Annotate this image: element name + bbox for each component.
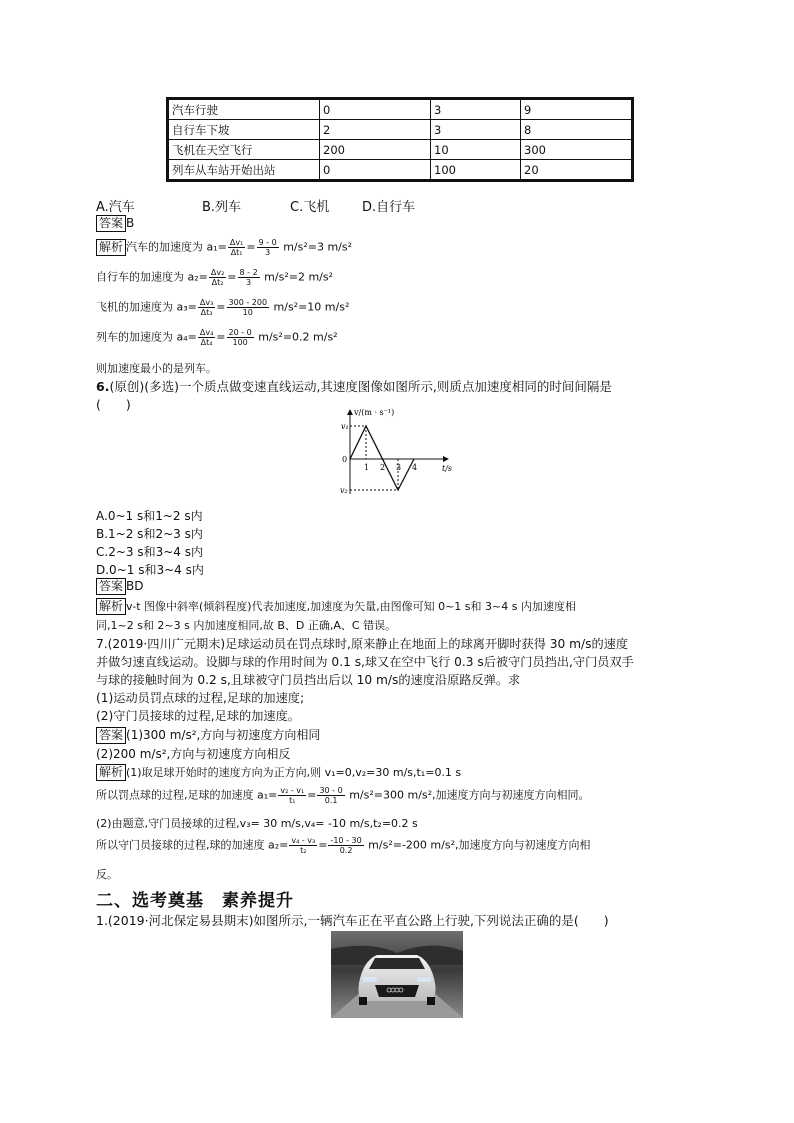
v2-label: v₂ bbox=[340, 486, 348, 495]
table-cell: 自行车下坡 bbox=[168, 120, 320, 140]
text: 所以守门员接球的过程,球的加速度 bbox=[96, 838, 265, 852]
denominator: Δt₃ bbox=[200, 308, 213, 317]
q6-stem bbox=[96, 377, 612, 395]
table-cell: 0 bbox=[320, 160, 431, 181]
denominator: Δt₄ bbox=[200, 338, 213, 347]
answer-value: (1)300 m/s²,方向与初速度方向相同 bbox=[126, 728, 321, 742]
option-d: D.自行车 bbox=[362, 200, 416, 215]
analysis-tag: 解析 bbox=[96, 239, 126, 256]
numerator: 8 - 2 bbox=[239, 268, 258, 277]
question-text: 与球的接触时间为 0.2 s,且球被守门员挡出后以 10 m/s的速度沿原路反弹。求 bbox=[96, 673, 521, 687]
denominator: Δt₂ bbox=[211, 278, 224, 287]
table-cell: 0 bbox=[320, 99, 431, 120]
text: 所以罚点球的过程,足球的加速度 bbox=[96, 788, 254, 802]
table-row bbox=[168, 140, 633, 160]
velocity-line bbox=[350, 426, 414, 490]
origin-label: 0 bbox=[342, 455, 348, 464]
question-part: (1)运动员罚点球的过程,足球的加速度; bbox=[96, 691, 305, 705]
numerator: 20 - 0 bbox=[228, 328, 252, 337]
fraction bbox=[209, 268, 226, 287]
data-table bbox=[166, 97, 634, 182]
fraction bbox=[228, 238, 245, 257]
q7-stem bbox=[96, 635, 634, 725]
result: m/s²=3 m/s² bbox=[283, 240, 353, 254]
table-cell: 200 bbox=[320, 140, 431, 160]
fraction bbox=[257, 238, 279, 257]
fraction bbox=[278, 786, 306, 805]
table-cell: 列车从车站开始出站 bbox=[168, 160, 320, 181]
table-cell: 2 bbox=[320, 120, 431, 140]
option-b: B.列车 bbox=[202, 200, 242, 215]
denominator: 3 bbox=[265, 248, 271, 257]
q7-answer-1 bbox=[96, 726, 320, 744]
option-c: C.2~3 s和3~4 s内 bbox=[96, 545, 203, 559]
table-row bbox=[168, 160, 633, 181]
tick-label: 1 bbox=[364, 463, 370, 472]
text: (1)取足球开始时的速度方向为正方向,则 v₁=0,v₂=30 m/s,t₁=0.1 s bbox=[126, 766, 462, 779]
analysis-tag: 解析 bbox=[96, 764, 126, 781]
denominator: t₂ bbox=[300, 846, 307, 855]
q7-analysis-line-2: 所以罚点球的过程,足球的加速度 a₁= $\frac{\text{v₂ - v₁}}{\text{t₁}}$ = $\frac{30 - 0}{0.1}$ m/s²=300 m/s²,加速度方向与初速度方向相同。 bbox=[96, 786, 590, 805]
analysis-tag: 解析 bbox=[96, 598, 126, 615]
result: m/s²=10 m/s² bbox=[273, 300, 350, 314]
tick-label: 2 bbox=[380, 463, 386, 472]
text: 汽车的加速度为 bbox=[126, 240, 204, 254]
q1-stem: 1.(2019·河北保定易县期末)如图所示,一辆汽车正在平直公路上行驶,下列说法正确的是( ) bbox=[96, 913, 609, 928]
q5-analysis-line-1: 解析 汽车的加速度为 a₁= $\frac{\text{Δv₁}}{\text{Δt₁}}$ = $\frac{9 - 0}{3}$ m/s²=3 m/s² bbox=[96, 238, 352, 257]
numerator: -10 - 30 bbox=[330, 836, 362, 845]
formula-symbol: a₂= bbox=[187, 270, 208, 284]
q6-analysis-line-1 bbox=[96, 598, 576, 615]
fraction bbox=[328, 836, 363, 855]
denominator: t₁ bbox=[289, 796, 296, 805]
q6-options bbox=[96, 507, 204, 579]
denominator: 100 bbox=[232, 338, 248, 347]
y-axis-label: v/(m · s⁻¹) bbox=[354, 408, 395, 417]
result: m/s²=0.2 m/s² bbox=[258, 330, 338, 344]
table-cell: 20 bbox=[521, 160, 633, 181]
numerator: 30 - 0 bbox=[319, 786, 343, 795]
denominator: 0.1 bbox=[324, 796, 338, 805]
v1-label: v₁ bbox=[341, 422, 349, 431]
q7-answer-2: (2)200 m/s²,方向与初速度方向相反 bbox=[96, 747, 291, 761]
tick-label: 4 bbox=[412, 463, 418, 472]
numerator: 300 - 200 bbox=[228, 298, 268, 307]
answer-tag: 答案 bbox=[96, 215, 126, 232]
q6-analysis-line-2: 同,1~2 s和 2~3 s 内加速度相同,故 B、D 正确,A、C 错误。 bbox=[96, 619, 397, 632]
option-b: B.1~2 s和2~3 s内 bbox=[96, 527, 203, 541]
q6-answer bbox=[96, 578, 144, 595]
answer-tag: 答案 bbox=[96, 578, 126, 595]
option-d: D.0~1 s和3~4 s内 bbox=[96, 563, 204, 577]
answer-tag: 答案 bbox=[96, 727, 126, 744]
q5-analysis-line-3: 飞机的加速度为 a₃= $\frac{\text{Δv₃}}{\text{Δt₃}}$ = $\frac{300 - 200}{10}$ m/s²=10 m/s² bbox=[96, 298, 350, 317]
table-cell: 3 bbox=[431, 120, 521, 140]
fraction bbox=[317, 786, 344, 805]
formula-symbol: a₁= bbox=[257, 788, 278, 802]
result: m/s²=300 m/s²,加速度方向与初速度方向相同。 bbox=[349, 788, 590, 802]
fraction bbox=[198, 328, 215, 347]
option-a: A.0~1 s和1~2 s内 bbox=[96, 509, 203, 523]
table-cell: 10 bbox=[431, 140, 521, 160]
question-text: (原创)(多选)一个质点做变速直线运动,其速度图像如图所示,则质点加速度相同的时间间隔是 bbox=[109, 379, 612, 394]
table-cell: 300 bbox=[521, 140, 633, 160]
option-a: A.汽车 bbox=[96, 200, 135, 215]
question-part: (2)守门员接球的过程,足球的加速度。 bbox=[96, 709, 300, 723]
fraction bbox=[198, 298, 215, 317]
velocity-time-graph bbox=[330, 404, 470, 500]
car-photo bbox=[331, 931, 463, 1018]
question-text: 7.(2019·四川广元期末)足球运动员在罚点球时,原来静止在地面上的球离开脚时获得 30 m/s的速度 bbox=[96, 637, 629, 651]
formula-symbol: a₄= bbox=[176, 330, 197, 344]
numerator: Δv₃ bbox=[199, 298, 214, 307]
q5-conclusion: 则加速度最小的是列车。 bbox=[96, 362, 217, 375]
numerator: 9 - 0 bbox=[258, 238, 277, 247]
q7-analysis-line-3: (2)由题意,守门员接球的过程,v₃= 30 m/s,v₄= -10 m/s,t₂=0.2 s bbox=[96, 817, 418, 830]
formula-symbol: a₃= bbox=[176, 300, 197, 314]
denominator: 0.2 bbox=[339, 846, 353, 855]
q7-analysis-line-5: 反。 bbox=[96, 868, 118, 881]
table-row bbox=[168, 99, 633, 120]
fraction bbox=[238, 268, 260, 287]
table-cell: 汽车行驶 bbox=[168, 99, 320, 120]
q7-analysis-line-1 bbox=[96, 764, 461, 781]
answer-value: B bbox=[126, 216, 135, 230]
result: m/s²=-200 m/s²,加速度方向与初速度方向相 bbox=[368, 838, 591, 852]
formula-symbol: a₂= bbox=[268, 838, 289, 852]
q5-options bbox=[96, 196, 416, 215]
numerator: Δv₂ bbox=[210, 268, 225, 277]
option-c: C.飞机 bbox=[290, 200, 330, 215]
denominator: Δt₁ bbox=[230, 248, 243, 257]
formula-symbol: a₁= bbox=[206, 240, 227, 254]
q6-paren: ( ) bbox=[96, 397, 131, 412]
table-cell: 9 bbox=[521, 99, 633, 120]
x-axis-label: t/s bbox=[442, 464, 453, 473]
denominator: 10 bbox=[242, 308, 253, 317]
table-cell: 飞机在天空飞行 bbox=[168, 140, 320, 160]
numerator: Δv₁ bbox=[229, 238, 244, 247]
question-number: 6. bbox=[96, 379, 110, 394]
q5-answer bbox=[96, 215, 134, 232]
question-text: 并做匀速直线运动。设脚与球的作用时间为 0.1 s,球又在空中飞行 0.3 s后被守门员挡出,守门员双手 bbox=[96, 655, 634, 669]
numerator: v₄ - v₃ bbox=[291, 836, 316, 845]
q5-analysis-line-4: 列车的加速度为 a₄= $\frac{\text{Δv₄}}{\text{Δt₄}}$ = $\frac{20 - 0}{100}$ m/s²=0.2 m/s² bbox=[96, 328, 338, 347]
table-cell: 100 bbox=[431, 160, 521, 181]
numerator: v₂ - v₁ bbox=[280, 786, 305, 795]
denominator: 3 bbox=[246, 278, 252, 287]
section-heading: 二、选考奠基 素养提升 bbox=[96, 891, 294, 911]
q5-analysis-line-2: 自行车的加速度为 a₂= $\frac{\text{Δv₂}}{\text{Δt₂}}$ = $\frac{8 - 2}{3}$ m/s²=2 m/s² bbox=[96, 268, 334, 287]
result: m/s²=2 m/s² bbox=[264, 270, 334, 284]
numerator: Δv₄ bbox=[199, 328, 214, 337]
text: 飞机的加速度为 bbox=[96, 300, 173, 314]
fraction bbox=[227, 298, 270, 317]
table-cell: 3 bbox=[431, 99, 521, 120]
text: 列车的加速度为 bbox=[96, 330, 173, 344]
text: v-t 图像中斜率(倾斜程度)代表加速度,加速度为矢量,由图像可知 0~1 s和 3~4 s 内加速度相 bbox=[126, 600, 576, 613]
fraction bbox=[227, 328, 254, 347]
text: 自行车的加速度为 bbox=[96, 270, 184, 284]
table-row bbox=[168, 120, 633, 140]
fraction bbox=[289, 836, 317, 855]
answer-value: BD bbox=[126, 579, 144, 593]
q7-analysis-line-4: 所以守门员接球的过程,球的加速度 a₂= $\frac{\text{v₄ - v₃}}{\text{t₂}}$ = $\frac{-10 - 30}{0.2}$ m/s²=-200 m/s²,加速度方向与初速度方向相 bbox=[96, 836, 591, 855]
tick-label: 3 bbox=[396, 463, 402, 472]
table-cell: 8 bbox=[521, 120, 633, 140]
